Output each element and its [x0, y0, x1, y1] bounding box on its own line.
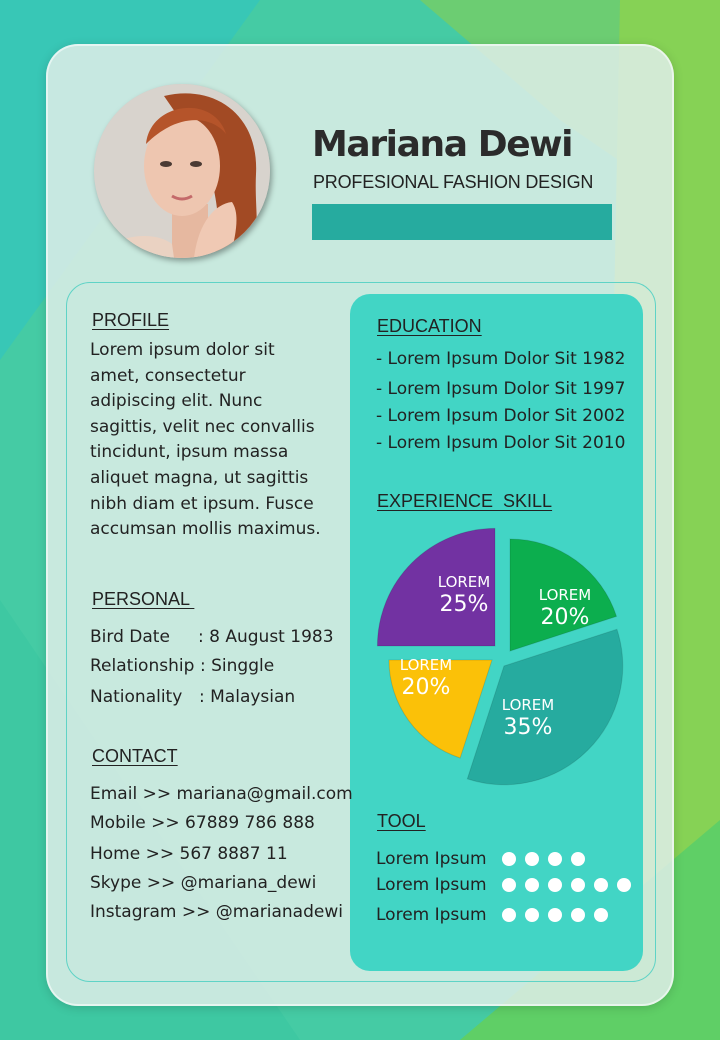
tool-heading: TOOL [377, 811, 426, 831]
profile-text: Lorem ipsum dolor sit amet, consectetur adipiscing elit. Nunc sagittis, velit nec convallis tincidunt, ipsum massa aliquet magna, ut sagittis nibh diam et ipsum. Fusce accumsan mollis maximus. [90, 340, 321, 540]
contact-home: Home >> 567 8887 11 [90, 844, 288, 864]
rating-dot [571, 852, 585, 866]
rating-dot [525, 908, 539, 922]
contact-email: Email >> mariana@gmail.com [90, 784, 353, 804]
rating-dot [525, 852, 539, 866]
rating-dot [502, 852, 516, 866]
job-title: PROFESIONAL FASHION DESIGN [313, 172, 594, 192]
personal-row-label: Bird Date [90, 627, 170, 647]
rating-dot [548, 878, 562, 892]
rating-dot [548, 908, 562, 922]
rating-dot [525, 878, 539, 892]
tool-label: Lorem Ipsum [376, 849, 487, 869]
contact-instagram: Instagram >> @marianadewi [90, 902, 343, 922]
rating-dot [502, 908, 516, 922]
pie-slice-value: 25% [439, 592, 489, 617]
rating-dot [571, 908, 585, 922]
education-item: - Lorem Ipsum Dolor Sit 2002 [376, 406, 626, 426]
rating-dot [548, 852, 562, 866]
education-item: - Lorem Ipsum Dolor Sit 1997 [376, 379, 626, 399]
tool-rating [502, 852, 585, 866]
rating-dot [502, 878, 516, 892]
contact-mobile: Mobile >> 67889 786 888 [90, 813, 315, 833]
pie-slice-value: 20% [401, 675, 451, 700]
pie-slice-label: LOREM [437, 573, 491, 591]
personal-row-label: Nationality [90, 687, 183, 707]
personal-heading: PERSONAL [92, 589, 195, 609]
pie-slice-label: LOREM [399, 656, 453, 674]
contact-skype: Skype >> @mariana_dewi [90, 873, 317, 893]
tool-label: Lorem Ipsum [376, 875, 487, 895]
education-item: - Lorem Ipsum Dolor Sit 2010 [376, 433, 626, 453]
personal-row-value: : 8 August 1983 [198, 627, 334, 647]
person-name: Mariana Dewi [312, 124, 573, 165]
profile-heading: PROFILE [92, 310, 170, 330]
experience-pie-chart [360, 520, 650, 810]
experience-heading: EXPERIENCE SKILL [377, 491, 553, 511]
pie-slice-value: 20% [540, 605, 590, 630]
education-heading: EDUCATION [377, 316, 482, 336]
rating-dot [617, 878, 631, 892]
pie-slice-label: LOREM [538, 586, 592, 604]
pie-slice-label: LOREM [501, 696, 555, 714]
pie-slice-value: 35% [503, 715, 553, 740]
profile-photo [94, 84, 270, 258]
rating-dot [571, 878, 585, 892]
personal-row-value: : Malaysian [199, 687, 296, 707]
tool-label: Lorem Ipsum [376, 905, 487, 925]
contact-heading: CONTACT [92, 746, 178, 766]
personal-row-value: : Singgle [200, 656, 275, 676]
tool-rating [502, 908, 608, 922]
personal-row-label: Relationship [90, 656, 195, 676]
rating-dot [594, 878, 608, 892]
rating-dot [594, 908, 608, 922]
title-accent-bar [312, 204, 612, 240]
education-item: - Lorem Ipsum Dolor Sit 1982 [376, 349, 626, 369]
tool-rating [502, 878, 631, 892]
